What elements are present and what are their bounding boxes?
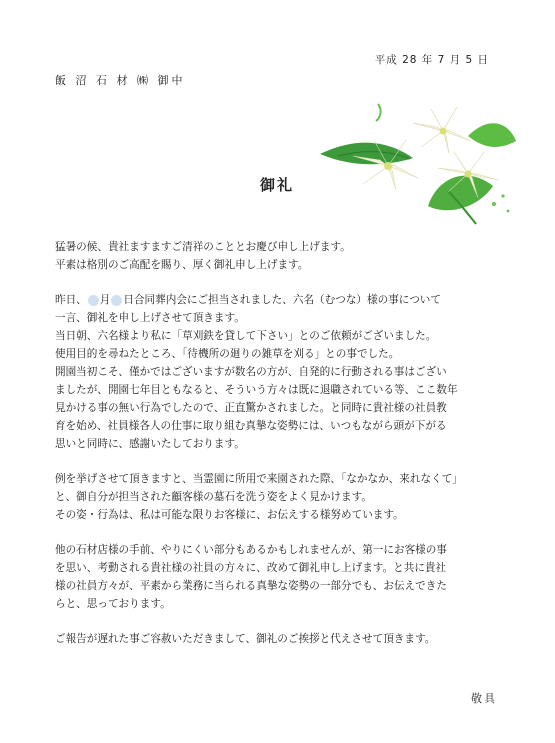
text-line: 様の社員方々が、平素から業務に当られる真摯な姿勢の一部分でも、お伝えできた <box>55 580 447 592</box>
paragraph-example <box>55 470 505 524</box>
text-line: 当日朝、六名様より私に「草刈鉄を貸して下さい」とのご依頼がございました。 <box>55 330 437 342</box>
text-line: 見かける事の無い行為でしたので、正直驚かされました。と同時に貴社様の社員教 <box>55 402 447 414</box>
text-line: ご報告が遅れた事ご容赦いただきまして、御礼のご挨拶と代えさせて頂きます。 <box>55 633 436 645</box>
paragraph-event <box>55 291 505 453</box>
text-segment: 日合同葬内会にご担当されました、六名（むつな）様の事について <box>123 294 441 306</box>
text-line: 他の石材店様の手前、やりにくい部分もあるかもしれませんが、第一にお客様の事 <box>55 544 447 556</box>
text-line: 例を挙げさせて頂きますと、当霊園に所用で来園された際、「なかなか、来れなくて」 <box>55 473 463 485</box>
letter-body <box>55 238 505 665</box>
letter-title: 御礼 <box>260 176 295 194</box>
text-segment: 月 <box>99 294 111 306</box>
text-line: 開園当初こそ、僅かではございますが数名の方が、自発的に行動される事はござい <box>55 366 447 378</box>
text-line: 育を始め、社員様各人の仕事に取り組む真摯な姿勢には、いつもながら頭が下がる <box>55 420 447 432</box>
paragraph-closing <box>55 630 505 648</box>
recipient: 飯 沼 石 材 ㈱ 御中 <box>55 74 186 87</box>
redacted-mark <box>88 295 99 306</box>
redacted-mark <box>111 295 122 306</box>
letter-date: 平成 28 年 7 月 5 日 <box>374 54 489 66</box>
text-line: 猛暑の候、貴社ますますご清祥のこととお慶び申し上げます。 <box>55 241 351 253</box>
text-line: 思いと同時に、感謝いたしております。 <box>55 438 245 450</box>
text-line: らと、思っております。 <box>55 598 171 610</box>
lily-flower-image <box>318 96 518 226</box>
text-segment: 昨日、 <box>55 294 87 306</box>
text-line: を思い、考動される貴社様の社員の方々に、改めて御礼申し上げます。と共に貴社 <box>55 562 447 574</box>
closing-signoff: 敬具 <box>471 692 497 705</box>
text-line: 平素は格別のご高配を賜り、厚く御礼申し上げます。 <box>55 259 309 271</box>
text-line: その姿・行為は、私は可能な限りお客様に、お伝えする様努めています。 <box>55 509 404 521</box>
text-line <box>55 291 505 309</box>
text-line: と、御自分が担当された顧客様の墓石を洗う姿をよく見かけます。 <box>55 491 372 503</box>
text-line: 一言、御礼を申し上げさせて頂きます。 <box>55 312 245 324</box>
text-line: ましたが、開園七年目ともなると、そういう方々は既に退職されている等、ここ数年 <box>55 384 458 396</box>
paragraph-greeting <box>55 238 505 274</box>
text-line: 使用目的を尋ねたところ、「待機所の廻りの雑草を刈る」との事でした。 <box>55 348 400 360</box>
paragraph-thanks <box>55 541 505 613</box>
